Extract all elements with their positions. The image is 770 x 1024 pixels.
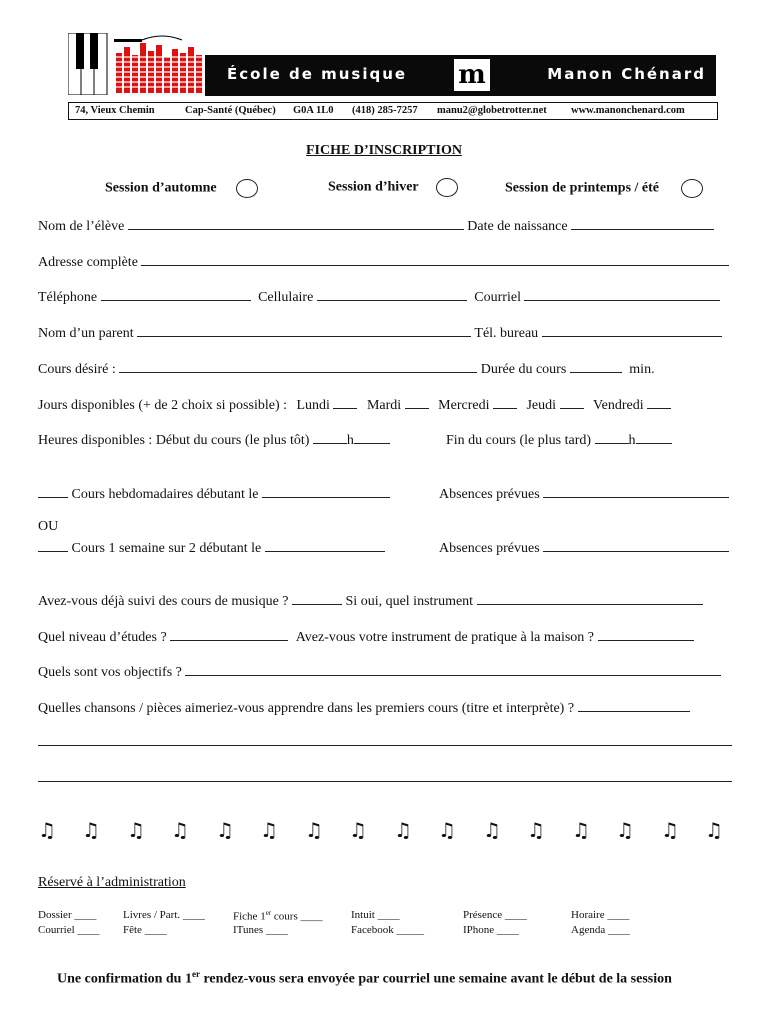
- day-monday-field[interactable]: [333, 394, 357, 409]
- city: Cap-Santé (Québec): [185, 105, 276, 116]
- music-note-icon: ♫: [349, 818, 367, 842]
- hours-start-h: h: [346, 433, 354, 448]
- prior-lessons-field[interactable]: [292, 590, 342, 605]
- hours-end-h: h: [628, 433, 636, 448]
- school-name: École de musique: [227, 65, 408, 83]
- music-note-icon: ♫: [527, 818, 545, 842]
- goals-field[interactable]: [185, 661, 721, 676]
- duration-label: Durée du cours: [480, 362, 567, 377]
- admin-livres: Livres / Part. ____: [123, 909, 205, 921]
- music-note-icon: ♫: [171, 818, 189, 842]
- session-spring-radio[interactable]: [681, 179, 703, 198]
- admin-iphone: IPhone ____: [463, 924, 519, 936]
- phone: (418) 285-7257: [352, 105, 418, 116]
- day-tuesday-field[interactable]: [405, 394, 429, 409]
- birth-date-label: Date de naissance: [467, 219, 568, 234]
- admin-fiche: Fiche 1er cours ____: [233, 909, 323, 923]
- absences-label-1: Absences prévues: [439, 487, 540, 502]
- absences-field-2[interactable]: [543, 537, 729, 552]
- birth-date-field[interactable]: [571, 215, 714, 230]
- session-winter-radio[interactable]: [436, 178, 458, 197]
- music-note-icon: ♫: [38, 818, 56, 842]
- admin-title: Réservé à l’administration: [38, 875, 186, 890]
- absences-field-1[interactable]: [543, 483, 729, 498]
- biweekly-label: Cours 1 semaine sur 2 débutant le: [71, 541, 262, 556]
- days-label: Jours disponibles (+ de 2 choix si possible) :: [38, 398, 287, 413]
- telephone-label: Téléphone: [38, 290, 98, 305]
- music-note-icon: ♫: [438, 818, 456, 842]
- music-note-icon: ♫: [394, 818, 412, 842]
- email: manu2@globetrotter.net: [437, 105, 547, 116]
- songs-extra-line-1[interactable]: [38, 745, 732, 746]
- weekly-label: Cours hebdomadaires débutant le: [71, 487, 259, 502]
- address-field[interactable]: [141, 251, 729, 266]
- hours-end-min[interactable]: [636, 429, 672, 444]
- work-phone-field[interactable]: [542, 322, 722, 337]
- address-bar: [68, 102, 718, 120]
- course-field[interactable]: [119, 358, 477, 373]
- admin-dossier: Dossier ____: [38, 909, 97, 921]
- email-label: Courriel: [474, 290, 521, 305]
- admin-itunes: ITunes ____: [233, 924, 288, 936]
- level-field[interactable]: [170, 626, 288, 641]
- session-spring-label: Session de printemps / été: [505, 180, 659, 196]
- admin-agenda: Agenda ____: [571, 924, 630, 936]
- piano-logo-icon: [68, 33, 203, 95]
- hours-end-label: Fin du cours (le plus tard): [446, 433, 592, 448]
- music-note-icon: ♫: [616, 818, 634, 842]
- songs-label: Quelles chansons / pièces aimeriez-vous apprendre dans les premiers cours (titre et interprète) ?: [38, 701, 575, 716]
- email-field[interactable]: [524, 286, 720, 301]
- address-label: Adresse complète: [38, 255, 138, 270]
- biweekly-date-field[interactable]: [265, 537, 385, 552]
- day-monday: Lundi: [296, 398, 330, 413]
- music-note-icon: ♫: [82, 818, 100, 842]
- music-note-icon: ♫: [216, 818, 234, 842]
- day-friday-field[interactable]: [647, 394, 671, 409]
- admin-courriel: Courriel ____: [38, 924, 100, 936]
- music-note-icon: ♫: [661, 818, 679, 842]
- music-note-icon: ♫: [705, 818, 723, 842]
- course-label: Cours désiré :: [38, 362, 116, 377]
- home-instrument-label: Avez-vous votre instrument de pratique à la maison ?: [295, 630, 595, 645]
- prior-lessons-label: Avez-vous déjà suivi des cours de musique ?: [38, 594, 289, 609]
- day-wednesday-field[interactable]: [493, 394, 517, 409]
- weekly-date-field[interactable]: [262, 483, 390, 498]
- session-winter-label: Session d’hiver: [328, 179, 419, 195]
- duration-field[interactable]: [570, 358, 622, 373]
- absences-label-2: Absences prévues: [439, 541, 540, 556]
- session-autumn-radio[interactable]: [236, 179, 258, 198]
- header-banner: [205, 55, 716, 96]
- parent-name-label: Nom d’un parent: [38, 326, 134, 341]
- session-autumn[interactable]: [105, 179, 258, 198]
- music-note-icon: ♫: [127, 818, 145, 842]
- day-wednesday: Mercredi: [438, 398, 490, 413]
- telephone-field[interactable]: [101, 286, 251, 301]
- admin-fete: Fête ____: [123, 924, 167, 936]
- music-note-icon: ♫: [260, 818, 278, 842]
- instrument-field[interactable]: [477, 590, 703, 605]
- website: www.manonchenard.com: [571, 105, 685, 116]
- admin-intuit: Intuit ____: [351, 909, 400, 921]
- music-note-icon: ♫: [483, 818, 501, 842]
- goals-label: Quels sont vos objectifs ?: [38, 665, 182, 680]
- student-name-label: Nom de l’élève: [38, 219, 125, 234]
- day-thursday: Jeudi: [526, 398, 557, 413]
- admin-facebook: Facebook _____: [351, 924, 425, 936]
- or-label: OU: [38, 519, 59, 534]
- footer-confirmation: Une confirmation du 1er rendez-vous sera envoyée par courriel une semaine avant le début de la session: [57, 969, 672, 987]
- duration-unit: min.: [629, 362, 655, 377]
- weekly-check-field[interactable]: [38, 483, 68, 498]
- parent-name-field[interactable]: [137, 322, 471, 337]
- work-phone-label: Tél. bureau: [474, 326, 539, 341]
- hours-start-min[interactable]: [354, 429, 390, 444]
- session-autumn-label: Session d’automne: [105, 180, 217, 196]
- postal-code: G0A 1L0: [293, 105, 334, 116]
- student-name-field[interactable]: [128, 215, 464, 230]
- songs-extra-line-2[interactable]: [38, 781, 732, 782]
- day-friday: Vendredi: [593, 398, 644, 413]
- form-title: FICHE D’INSCRIPTION: [306, 143, 462, 158]
- songs-field[interactable]: [578, 697, 690, 712]
- instrument-label: Si oui, quel instrument: [345, 594, 474, 609]
- music-note-icon: ♫: [305, 818, 323, 842]
- session-winter[interactable]: [328, 178, 458, 197]
- hours-start-label: Heures disponibles : Début du cours (le plus tôt): [38, 433, 310, 448]
- home-instrument-field[interactable]: [598, 626, 694, 641]
- hours-end-hour[interactable]: [595, 429, 629, 444]
- level-label: Quel niveau d’études ?: [38, 630, 167, 645]
- street: 74, Vieux Chemin: [75, 105, 155, 116]
- day-tuesday: Mardi: [366, 398, 402, 413]
- music-note-icon: ♫: [572, 818, 590, 842]
- biweekly-check-field[interactable]: [38, 537, 68, 552]
- admin-horaire: Horaire ____: [571, 909, 630, 921]
- cellular-label: Cellulaire: [258, 290, 314, 305]
- hours-start-hour[interactable]: [313, 429, 347, 444]
- session-spring[interactable]: [505, 179, 703, 198]
- owner-name: Manon Chénard: [547, 65, 706, 83]
- monogram-logo: m: [454, 59, 490, 91]
- day-thursday-field[interactable]: [560, 394, 584, 409]
- cellular-field[interactable]: [317, 286, 467, 301]
- admin-presence: Présence ____: [463, 909, 527, 921]
